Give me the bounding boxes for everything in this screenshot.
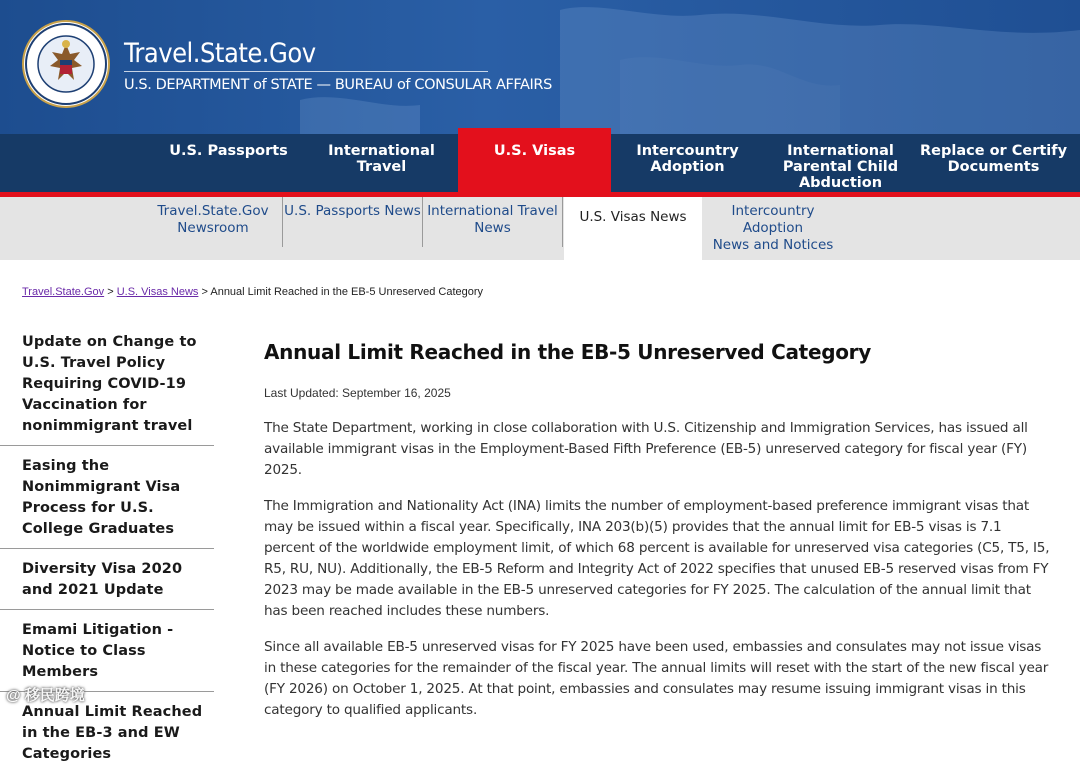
- main-navigation: [0, 134, 1080, 192]
- subnav-newsroom[interactable]: Travel.State.Gov Newsroom: [144, 197, 283, 247]
- site-title[interactable]: Travel.State.Gov: [124, 38, 316, 69]
- sub-navigation: [0, 197, 1080, 260]
- nav-parental-child-abduction[interactable]: International Parental Child Abduction: [782, 143, 899, 191]
- article-title: Annual Limit Reached in the EB-5 Unreserved Category: [264, 340, 871, 364]
- article-paragraph: The Immigration and Nationality Act (INA) limits the number of employment-based preference immigrant visas that may be issued within a fiscal year. Specifically, INA 203(b)(5) provides that the annual limit for EB-5 visas is 7.1 percent of the worldwide employment limit, of which 68 percent is available for unreserved visa categories (C5, T5, I5, R5, RU, NU). Additionally, the EB-5 Reform and Integrity Act of 2022 specifies that unused EB-5 reserved visas from FY 2023 may be made available in the EB-5 unreserved categories for FY 2025. The calculation of the annual limit that has been reached includes these numbers.: [264, 498, 1050, 619]
- sidebar-link-college-graduates[interactable]: Easing the Nonimmigrant Visa Process for U.S. College Graduates: [0, 446, 214, 549]
- nav-us-passports[interactable]: U.S. Passports: [169, 143, 288, 159]
- title-divider: [124, 71, 488, 72]
- breadcrumb-current: Annual Limit Reached in the EB-5 Unreserved Category: [210, 286, 484, 298]
- subnav-international-travel-news[interactable]: International Travel News: [423, 197, 563, 247]
- source-watermark: @ 移民跨境: [6, 687, 85, 704]
- site-subtitle: U.S. DEPARTMENT of STATE — BUREAU of CONSULAR AFFAIRS: [124, 77, 552, 93]
- breadcrumb-section-link[interactable]: U.S. Visas News: [116, 286, 199, 298]
- last-updated-date: Last Updated: September 16, 2025: [264, 386, 451, 400]
- sidebar-link-diversity-visa[interactable]: Diversity Visa 2020 and 2021 Update: [0, 549, 214, 610]
- nav-intercountry-adoption[interactable]: Intercountry Adoption: [636, 143, 739, 175]
- nav-us-visas[interactable]: U.S. Visas: [458, 128, 611, 192]
- subnav-adoption-news[interactable]: Intercountry Adoption News and Notices: [712, 203, 834, 253]
- breadcrumb-home-link[interactable]: Travel.State.Gov: [22, 286, 105, 298]
- breadcrumb-separator: >: [107, 286, 114, 298]
- department-seal-logo[interactable]: [22, 20, 110, 108]
- article-content: [264, 340, 1054, 736]
- subnav-passports-news[interactable]: U.S. Passports News: [283, 197, 423, 247]
- sidebar-link-eb3-ew-limit[interactable]: Annual Limit Reached in the EB-3 and EW Categories: [22, 704, 203, 762]
- nav-replace-certify-documents[interactable]: Replace or Certify Documents: [919, 143, 1068, 175]
- breadcrumb: [22, 286, 483, 298]
- site-header: [0, 0, 1080, 134]
- sidebar-link-covid-travel-policy[interactable]: Update on Change to U.S. Travel Policy Requiring COVID-19 Vaccination for nonimmigrant travel: [0, 322, 214, 446]
- article-paragraph: The State Department, working in close collaboration with U.S. Citizenship and Immigration Services, has issued all available immigrant visas in the Employment-Based Fifth Preference (EB-5) unreserved category for fiscal year (FY) 2025.: [264, 420, 1028, 478]
- breadcrumb-separator: >: [201, 286, 208, 298]
- subnav-visas-news[interactable]: U.S. Visas News: [564, 197, 702, 260]
- eagle-seal-icon: [24, 22, 108, 106]
- nav-international-travel[interactable]: International Travel: [328, 143, 435, 175]
- sidebar-link-emami-litigation[interactable]: Emami Litigation - Notice to Class Members: [0, 610, 214, 692]
- article-paragraph: Since all available EB-5 unreserved visas for FY 2025 have been used, embassies and consulates may not issue visas in these categories for the remainder of the fiscal year. The annual limits will reset with the start of the new fiscal year (FY 2026) on October 1, 2025. At that point, embassies and consulates may resume issuing immigrant visas in this category to qualified applicants.: [264, 639, 1049, 718]
